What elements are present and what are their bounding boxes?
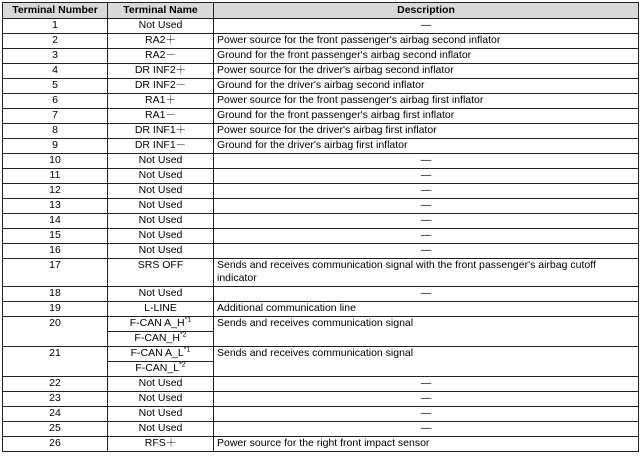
terminal-name-text: F-CAN_L — [135, 362, 180, 374]
terminal-description: Ground for the driver's airbag second inflator — [214, 79, 639, 94]
terminal-number: 20 — [3, 317, 108, 347]
terminal-number: 4 — [3, 64, 108, 79]
footnote-marker: *1 — [184, 316, 192, 324]
terminal-description: — — [214, 214, 639, 229]
terminal-description: Ground for the front passenger's airbag second inflator — [214, 49, 639, 64]
terminal-description: — — [214, 287, 639, 302]
terminal-name: Not Used — [108, 377, 214, 392]
table-row — [3, 94, 639, 109]
terminal-name-text: F-CAN A_L — [130, 347, 184, 359]
table-row — [3, 184, 639, 199]
terminal-name: Not Used — [108, 407, 214, 422]
table-row — [3, 259, 639, 287]
terminal-number: 8 — [3, 124, 108, 139]
terminal-name: Not Used — [108, 287, 214, 302]
terminal-number: 1 — [3, 19, 108, 34]
terminal-number: 22 — [3, 377, 108, 392]
terminal-name: RA1－ — [108, 109, 214, 124]
terminal-number: 3 — [3, 49, 108, 64]
terminal-name-text: F-CAN A_H — [129, 317, 185, 329]
terminal-name: Not Used — [108, 199, 214, 214]
terminal-description: — — [214, 199, 639, 214]
terminal-description: — — [214, 154, 639, 169]
terminal-number: 5 — [3, 79, 108, 94]
table-row — [3, 347, 639, 362]
terminal-name: Not Used — [108, 214, 214, 229]
terminal-number: 19 — [3, 302, 108, 317]
terminal-number: 9 — [3, 139, 108, 154]
terminal-number: 17 — [3, 259, 108, 287]
terminal-name: L-LINE — [108, 302, 214, 317]
terminal-number: 15 — [3, 229, 108, 244]
terminal-number: 7 — [3, 109, 108, 124]
terminal-name: SRS OFF — [108, 259, 214, 287]
terminal-name: DR INF2＋ — [108, 64, 214, 79]
table-row — [3, 437, 639, 452]
terminal-description: Power source for the right front impact sensor — [214, 437, 639, 452]
footnote-marker: *2 — [179, 331, 187, 339]
table-row — [3, 244, 639, 259]
terminal-name: RA2－ — [108, 49, 214, 64]
terminal-description: — — [214, 169, 639, 184]
terminal-name: Not Used — [108, 229, 214, 244]
terminal-name — [108, 347, 214, 362]
terminal-name: DR INF1＋ — [108, 124, 214, 139]
table-row — [3, 407, 639, 422]
terminal-description: Sends and receives communication signal — [214, 347, 639, 377]
terminal-description: — — [214, 422, 639, 437]
table-row — [3, 422, 639, 437]
terminal-description: — — [214, 229, 639, 244]
footnote-marker: *2 — [179, 361, 186, 369]
terminal-number: 26 — [3, 437, 108, 452]
terminal-number: 13 — [3, 199, 108, 214]
table-row — [3, 302, 639, 317]
terminal-number: 23 — [3, 392, 108, 407]
table-row — [3, 317, 639, 332]
table-row — [3, 109, 639, 124]
table-row — [3, 214, 639, 229]
terminal-description: — — [214, 392, 639, 407]
terminal-number: 18 — [3, 287, 108, 302]
terminal-name: DR INF2－ — [108, 79, 214, 94]
terminal-name: RFS＋ — [108, 437, 214, 452]
footnote-marker: *1 — [183, 346, 191, 354]
table-row — [3, 139, 639, 154]
terminal-number: 11 — [3, 169, 108, 184]
table-row — [3, 229, 639, 244]
terminal-description: Sends and receives communication signal — [214, 317, 639, 347]
table-row — [3, 64, 639, 79]
header-terminal-number: Terminal Number — [3, 3, 108, 19]
terminal-number: 12 — [3, 184, 108, 199]
header-row — [3, 3, 639, 19]
table-row — [3, 124, 639, 139]
terminal-description: Ground for the front passenger's airbag first inflator — [214, 109, 639, 124]
terminal-description: Ground for the driver's airbag first inflator — [214, 139, 639, 154]
terminal-name — [108, 317, 214, 332]
terminal-description: — — [214, 19, 639, 34]
terminal-description: Power source for the front passenger's airbag second inflator — [214, 34, 639, 49]
terminal-number: 10 — [3, 154, 108, 169]
terminal-number: 25 — [3, 422, 108, 437]
terminal-number: 24 — [3, 407, 108, 422]
terminal-name: Not Used — [108, 392, 214, 407]
terminal-description: Sends and receives communication signal with the front passenger's airbag cutoff indicator — [214, 259, 639, 287]
terminal-name: Not Used — [108, 422, 214, 437]
table-row — [3, 19, 639, 34]
terminal-description: — — [214, 184, 639, 199]
terminal-name: Not Used — [108, 244, 214, 259]
table-row — [3, 79, 639, 94]
terminal-name: Not Used — [108, 154, 214, 169]
terminal-number: 6 — [3, 94, 108, 109]
terminal-name-text: F-CAN_H — [134, 332, 180, 344]
terminal-name: RA1＋ — [108, 94, 214, 109]
terminal-description: Power source for the driver's airbag first inflator — [214, 124, 639, 139]
terminal-name: Not Used — [108, 169, 214, 184]
terminal-number: 2 — [3, 34, 108, 49]
header-description: Description — [214, 3, 639, 19]
terminal-number: 14 — [3, 214, 108, 229]
terminal-description: — — [214, 377, 639, 392]
terminal-description: — — [214, 244, 639, 259]
table-row — [3, 199, 639, 214]
terminal-description: Power source for the driver's airbag second inflator — [214, 64, 639, 79]
terminal-name: Not Used — [108, 19, 214, 34]
terminal-number: 21 — [3, 347, 108, 377]
terminal-name — [108, 362, 214, 377]
terminal-description: Power source for the front passenger's airbag first inflator — [214, 94, 639, 109]
header-terminal-name: Terminal Name — [108, 3, 214, 19]
table-row — [3, 169, 639, 184]
terminal-name: Not Used — [108, 184, 214, 199]
table-row — [3, 154, 639, 169]
table-row — [3, 392, 639, 407]
terminal-description: Additional communication line — [214, 302, 639, 317]
terminal-description: — — [214, 407, 639, 422]
table-body — [3, 19, 639, 452]
terminal-table — [2, 2, 639, 452]
terminal-number: 16 — [3, 244, 108, 259]
terminal-name: RA2＋ — [108, 34, 214, 49]
table-row — [3, 34, 639, 49]
terminal-name: DR INF1－ — [108, 139, 214, 154]
table-row — [3, 377, 639, 392]
table-row — [3, 287, 639, 302]
terminal-name — [108, 332, 214, 347]
table-row — [3, 49, 639, 64]
